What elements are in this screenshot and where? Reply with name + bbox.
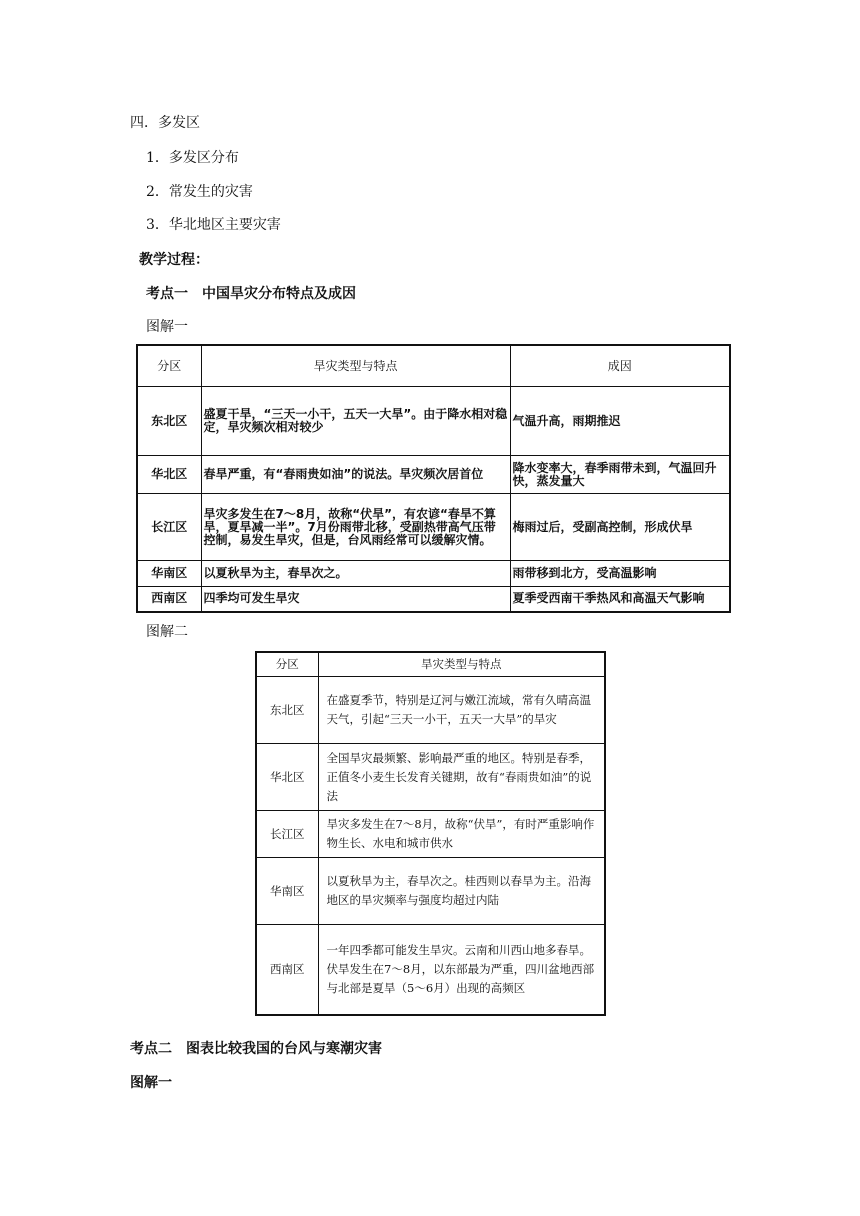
feature-cell: 在盛夏季节，特别是辽河与嫩江流域，常有久晴高温天气，引起“三天一小干，五天一大旱”的旱灾 [318, 677, 605, 744]
region-cell: 华北区 [256, 744, 318, 811]
table-header-row [256, 652, 605, 677]
feature-cell: 旱灾多发生在7～8月，故称“伏旱”，有农谚“春旱不算旱，夏旱减一半”。7月份雨带北移，受副热带高气压带控制，易发生旱灾，但是，台风雨经常可以缓解灾情。 [201, 494, 510, 561]
figure1-label: 图解一 [146, 319, 188, 335]
section-heading: 四．多发区 [130, 115, 200, 131]
header-cell: 分区 [137, 345, 201, 387]
table-header-row [137, 345, 730, 387]
table-row [256, 811, 605, 858]
feature-cell: 盛夏干旱，“三天一小干，五天一大旱”。由于降水相对稳定，旱灾频次相对较少 [201, 387, 510, 456]
table-row [137, 387, 730, 456]
table-row [256, 677, 605, 744]
feature-cell: 春旱严重，有“春雨贵如油”的说法。旱灾频次居首位 [201, 456, 510, 494]
table-row [256, 925, 605, 1015]
header-cell: 旱灾类型与特点 [318, 652, 605, 677]
feature-cell: 全国旱灾最频繁、影响最严重的地区。特别是春季，正值冬小麦生长发育关键期，故有“春雨贵如油”的说法 [318, 744, 605, 811]
point2-figure1-label: 图解一 [130, 1075, 172, 1091]
table-row [137, 494, 730, 561]
table-row [137, 587, 730, 612]
feature-cell: 一年四季都可能发生旱灾。云南和川西山地多春旱。伏旱发生在7～8月，以东部最为严重，四川盆地西部与北部是夏旱（5～6月）出现的高频区 [318, 925, 605, 1015]
outline-item: 2．常发生的灾害 [146, 184, 253, 200]
feature-cell: 以夏秋旱为主，春旱次之。桂西则以春旱为主。沿海地区的旱灾频率与强度均超过内陆 [318, 858, 605, 925]
header-cell: 旱灾类型与特点 [201, 345, 510, 387]
header-cell: 成因 [510, 345, 730, 387]
cause-cell: 雨带移到北方，受高温影响 [510, 561, 730, 587]
region-cell: 西南区 [256, 925, 318, 1015]
region-cell: 华北区 [137, 456, 201, 494]
cause-cell: 梅雨过后，受副高控制，形成伏旱 [510, 494, 730, 561]
table-row [137, 456, 730, 494]
feature-cell: 四季均可发生旱灾 [201, 587, 510, 612]
drought-table-2 [255, 651, 606, 1016]
feature-cell: 以夏秋旱为主，春旱次之。 [201, 561, 510, 587]
point1-title: 考点一 中国旱灾分布特点及成因 [146, 286, 356, 302]
outline-item: 3．华北地区主要灾害 [146, 217, 281, 233]
cause-cell: 气温升高，雨期推迟 [510, 387, 730, 456]
cause-cell: 降水变率大，春季雨带未到，气温回升快，蒸发量大 [510, 456, 730, 494]
table-row [137, 561, 730, 587]
region-cell: 长江区 [256, 811, 318, 858]
region-cell: 东北区 [137, 387, 201, 456]
region-cell: 长江区 [137, 494, 201, 561]
feature-cell: 旱灾多发生在7～8月，故称“伏旱”，有时严重影响作物生长、水电和城市供水 [318, 811, 605, 858]
table-row [256, 858, 605, 925]
region-cell: 东北区 [256, 677, 318, 744]
figure2-label: 图解二 [146, 624, 188, 640]
drought-table-1 [136, 344, 731, 613]
region-cell: 华南区 [256, 858, 318, 925]
table-row [256, 744, 605, 811]
header-cell: 分区 [256, 652, 318, 677]
cause-cell: 夏季受西南干季热风和高温天气影响 [510, 587, 730, 612]
point2-title: 考点二 图表比较我国的台风与寒潮灾害 [130, 1041, 382, 1057]
process-label: 教学过程： [139, 252, 209, 268]
region-cell: 西南区 [137, 587, 201, 612]
region-cell: 华南区 [137, 561, 201, 587]
outline-item: 1．多发区分布 [146, 150, 239, 166]
